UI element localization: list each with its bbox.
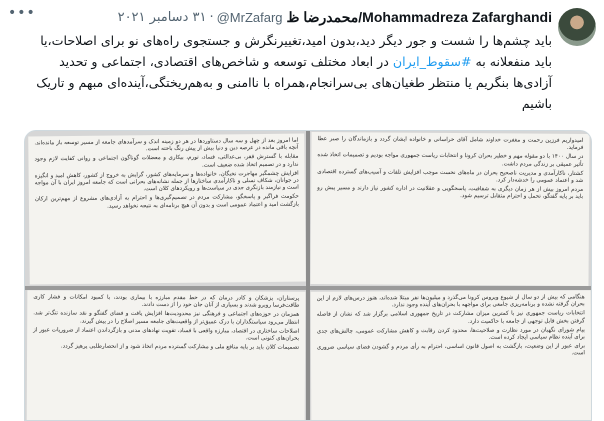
page-paragraph: حکومت فراگیر و پاسخگو، مشارکت مردم در تصمیم‌گیری‌ها و احترام به آزادی‌های مشروع از مهم‌ترین ارکان بازگشت امید و اعتماد عمومی است و بدون آن هیچ برنامه‌ای به نتیجه نخواهد رسید. (34, 194, 299, 210)
author-avatar[interactable] (558, 8, 596, 46)
image-vertical-gap (306, 131, 310, 421)
tweet-text (22, 30, 552, 114)
tweet-image[interactable] (24, 130, 592, 421)
page-paragraph: پرستاران، پزشکان و کادر درمان که در خط مقدم مبارزه با بیماری بودند، با کمبود امکانات و فشار کاری طاقت‌فرسا روبرو شدند و بسیاری از آنان جان خود را از دست دادند. (33, 294, 300, 309)
page-paragraph: کشتار، ناکارآمدی و مدیریت ناصحیح بحران در ماه‌های نخست موجب افزایش تلفات و آسیب‌های گسترده اقتصادی شد و اعتماد عمومی را خدشه‌دار کرد. (317, 168, 584, 184)
header-separator: · (209, 9, 214, 25)
tweet-date[interactable]: ۳۱ دسامبر ۲۰۲۱ (117, 9, 207, 25)
document-page-left-top (28, 134, 306, 285)
page-paragraph: پیام شورای نگهبان در مورد نظارت و صلاحیت‌ها، محدود کردن رقابت و کاهش مشارکت عمومی، چالش‌های جدی برای آینده نظام سیاسی ایجاد کرده است. (316, 327, 585, 341)
more-options-icon[interactable]: ••• (8, 5, 36, 21)
tweet-text-part-1: باید چشم‌ها را شست و جور دیگر دید،بدون امید،تغییرنگرش و جستجوی راه‌های نو برای اصلاحات،یا باید منفعلانه به (40, 33, 552, 69)
page-paragraph: انتخابات ریاست جمهوری نیز با کمترین میزان مشارکت در تاریخ جمهوری اسلامی برگزار شد که نشان از فاصله گرفتن بخش قابل توجهی از جامعه با حاکمیت دارد. (316, 310, 585, 325)
page-paragraph: همزمان در حوزه‌های اجتماعی و فرهنگی نیز محدودیت‌ها افزایش یافت و فضای گفتگو و نقد سازنده تنگ‌تر شد. انتظار می‌رود سیاستگذاران با درک عمیق‌تر از واقعیت‌های جامعه مسیر اصلاح را در پیش گیرند. (33, 310, 300, 326)
author-handle[interactable]: @MrZafarg (216, 9, 283, 25)
page-paragraph: برای عبور از این وضعیت، بازگشت به اصول قانون اساسی، احترام به رأی مردم و گشودن فضای سیاسی ضروری است. (316, 343, 585, 357)
page-paragraph: تصمیمات کلان باید بر پایه منافع ملی و مشارکت گسترده مردم اتخاذ شود و از انحصارطلبی پرهیز گردد. (60, 343, 300, 351)
document-page-left-bottom (27, 290, 306, 421)
page-paragraph: افزایش چشمگیر مهاجرت نخبگان، خانواده‌ها و سرمایه‌های کشور، گرایش به خروج از کشور، کاهش امید و انگیزه در جوانان، شکاف نسلی و ناکارآمدی ساختارها از جمله نشانه‌های بحرانی است که جامعه امروز ایران با آن مواجه است و نیازمند بازنگری جدی در سیاست‌ها و رویکردهای کلان است. (34, 170, 299, 193)
document-page-right-top (310, 132, 589, 286)
tweet-text-part-2: در ابعاد مختلف توسعه و شاخص‌های اقتصادی، اجتماعی و تحدید آزادی‌ها بنگریم یا منتظر طغیان‌های بی‌سرانجام،همراه با ناامنی و به‌هم‌ریختگی،آینده‌ای مبهم و تاریک باشیم (36, 54, 552, 111)
hashtag-link[interactable]: #سقوط_ایران (392, 54, 472, 69)
page-paragraph: هنگامی که بیش از دو سال از شیوع ویروس کرونا می‌گذرد و میلیون‌ها نفر مبتلا شده‌اند، هنوز درس‌های لازم از این بحران گرفته نشده و برنامه‌ریزی جامعی برای مواجهه با بحران‌های آینده وجود ندارد. (316, 294, 585, 309)
document-page-right-bottom (311, 290, 592, 421)
page-paragraph: مقابله با گسترش فقر، بی‌عدالتی، فساد، تورم، بیکاری و معضلات گوناگون اجتماعی و روانی کفایت لازم وجود ندارد و در تصمیم اتخاذ شده ضعیف است. (34, 154, 299, 169)
page-paragraph: اصلاحات ساختاری در اقتصاد، مبارزه واقعی با فساد، تقویت نهادهای مدنی و بازگرداندن اعتماد از ضروریات عبور از بحران‌های کنونی است. (33, 327, 300, 342)
page-paragraph: اما امروز بعد از چهل و سه سال دستاوردها در هر دو زمینه اندک و سرآمدهای جامعه از مسیر توسعه باز مانده‌اند. آنچه باقی مانده در عرصه دین و دنیا بیش از پیش رنگ باخته است. (34, 137, 299, 153)
page-paragraph: در سال ۱۴۰۰ با دو مقوله مهم و خطیر بحران کرونا و انتخابات ریاست جمهوری مواجه بودیم و تصمیمات اتخاذ شده تأثیر عمیقی بر زندگی مردم داشت. (317, 152, 584, 168)
page-paragraph: امیدواریم فرزین رحمت و مغفرت خداوند شامل آقای خراسانی و خانواده ایشان گردد و بازماندگان را صبر عطا فرماید. (317, 136, 584, 152)
tweet-header (118, 8, 552, 26)
author-name[interactable]: Mohammadreza Zafarghandi/محمدرضا ظ (286, 8, 552, 25)
page-paragraph: مردم امروز بیش از هر زمان دیگری به شفافیت، پاسخگویی و عقلانیت در اداره کشور نیاز دارند و مسیر پیش رو باید بر پایه گفتگو، تحمل و احترام متقابل ترسیم شود. (317, 185, 584, 201)
